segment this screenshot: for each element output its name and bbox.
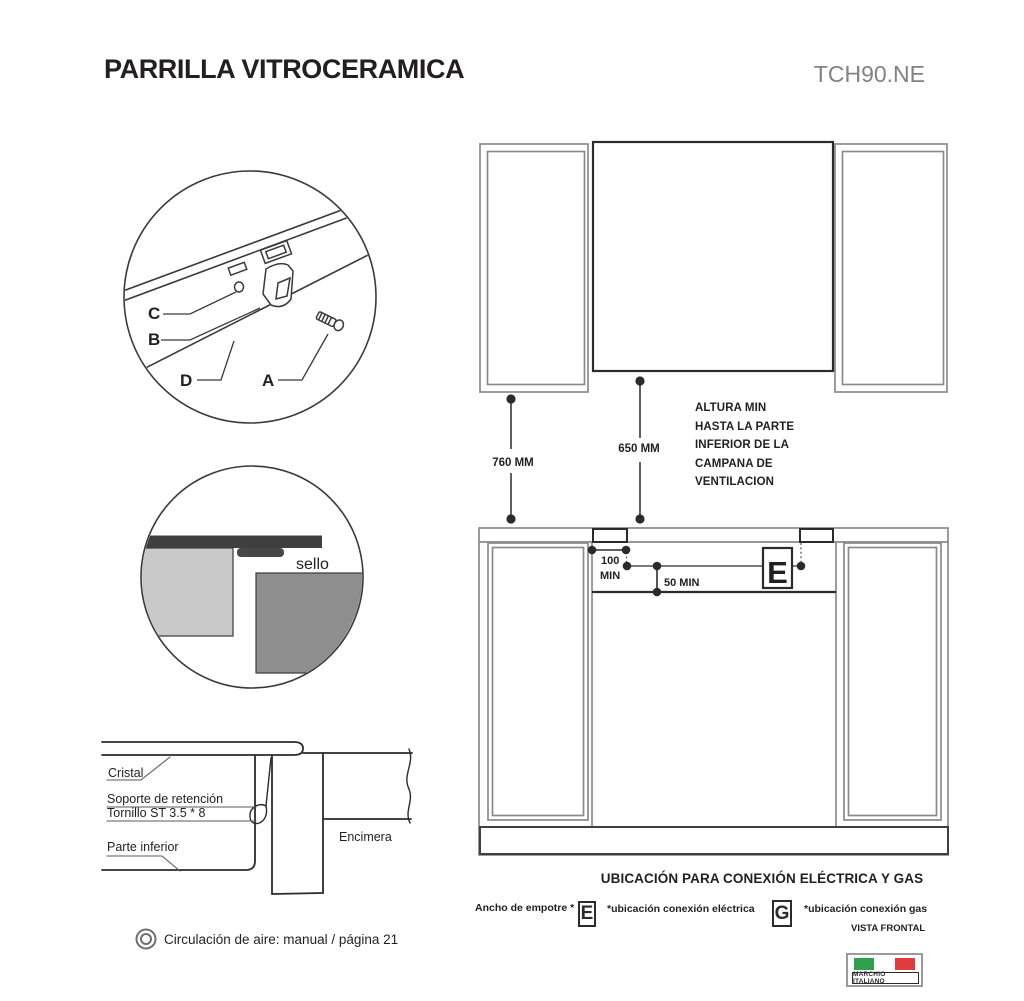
hood-note-line: INFERIOR DE LA: [695, 439, 790, 451]
electric-marker-letter: E: [580, 903, 594, 924]
dim-650: 650 MM: [618, 443, 660, 455]
hood-note-line: HASTA LA PARTE: [695, 420, 795, 433]
dim-100-min: MIN: [600, 570, 621, 582]
model-number: TCH90.NE: [813, 61, 925, 87]
seal-strip: [237, 548, 284, 557]
retainer-outline: [266, 758, 271, 806]
base-cabinet-outline: [479, 528, 948, 855]
italian-flag-icon: [854, 958, 915, 970]
gas-connection-desc: *ubicación conexión gas: [804, 903, 928, 915]
air-circulation-note: Circulación de aire: manual / página 21: [164, 932, 399, 947]
part-label-b: B: [148, 330, 161, 349]
dim-50: 50 MIN: [664, 577, 700, 589]
cutout-mark-right: [800, 529, 833, 542]
part-label-d: D: [180, 371, 193, 390]
connection-diagram: [479, 528, 948, 855]
electric-marker-box: [578, 901, 596, 927]
screw-hole: [235, 282, 244, 292]
gas-marker-box: [772, 900, 792, 927]
seal-detail-circle: [128, 466, 371, 688]
width-note: Ancho de empotre *: [475, 902, 575, 914]
hood-clearance-note: [695, 399, 794, 492]
logo-label: MARCHIO ITALIANO: [852, 972, 919, 984]
break-line: [407, 749, 411, 823]
mounting-detail-circle: [96, 171, 376, 423]
glass-outline: [102, 742, 303, 755]
label-glass: Cristal: [108, 766, 144, 780]
hood-note-line: ALTURA MIN: [695, 402, 767, 414]
flag-red-stripe: [895, 958, 915, 970]
gas-marker-letter: G: [774, 902, 790, 924]
label-retainer: Soporte de retención: [107, 792, 224, 806]
retention-bracket: [263, 264, 293, 307]
page-title: PARRILLA VITROCERAMICA: [104, 54, 465, 84]
electric-connection-letter: E: [767, 555, 788, 590]
flag-white-stripe: [874, 958, 894, 970]
part-label-a: A: [262, 371, 275, 390]
hood-note-line: CAMPANA DE: [695, 457, 773, 470]
hood-note-line: VENTILACION: [695, 476, 775, 488]
dim-100: 100: [601, 555, 620, 567]
connection-heading: UBICACIÓN PARA CONEXIÓN ELÉCTRICA Y GAS: [600, 871, 924, 886]
flag-green-stripe: [854, 958, 874, 970]
plinth: [480, 827, 948, 854]
glass-bar: [128, 536, 322, 549]
label-screw: Tornillo ST 3.5 * 8: [107, 806, 206, 820]
dim-760: 760 MM: [492, 457, 534, 469]
cutout-mark-left: [593, 529, 627, 542]
label-worktop: Encimera: [339, 830, 392, 844]
part-label-c: C: [148, 304, 161, 323]
hob-body-block: [128, 548, 233, 636]
label-bottom: Parte inferior: [107, 840, 179, 854]
hood-outline: [593, 142, 833, 371]
seal-label: sello: [296, 556, 329, 573]
front-view-label: VISTA FRONTAL: [851, 923, 926, 934]
electric-connection-desc: *ubicación conexión eléctrica: [607, 903, 755, 915]
air-circulation-icon: [137, 930, 156, 949]
marchio-italiano-logo: [846, 953, 923, 987]
